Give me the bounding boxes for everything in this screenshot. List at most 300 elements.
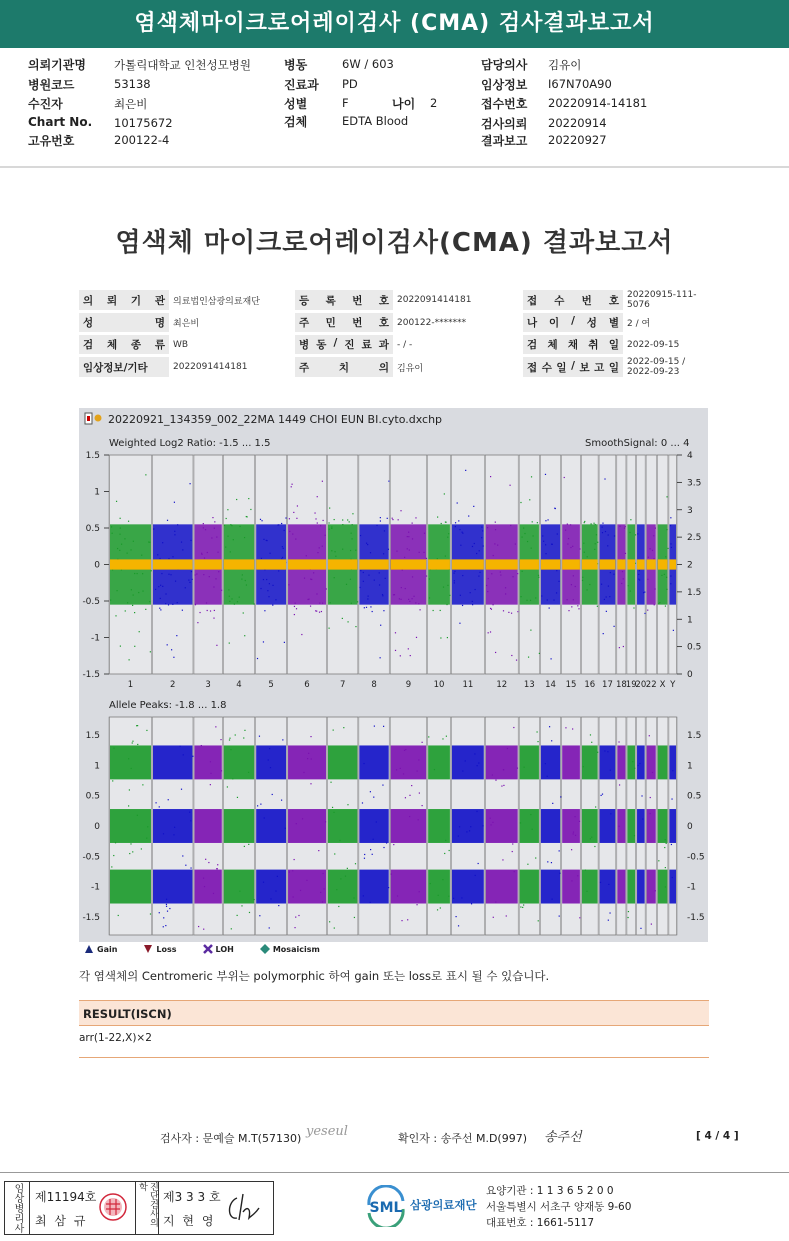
bottom-left-tick-label: -1.5 bbox=[82, 912, 100, 923]
scatter-point bbox=[490, 631, 491, 632]
scatter-point bbox=[134, 573, 135, 574]
scatter-point bbox=[447, 637, 448, 638]
scatter-point bbox=[409, 601, 410, 602]
scatter-point bbox=[296, 518, 297, 519]
left-tick-label: 1.5 bbox=[85, 451, 100, 461]
bottom-right-tick-label: 0 bbox=[687, 822, 693, 832]
scatter-point bbox=[460, 545, 461, 546]
scatter-point bbox=[203, 574, 204, 575]
scatter-point bbox=[203, 929, 204, 930]
scatter-point bbox=[627, 917, 628, 918]
scatter-point bbox=[478, 576, 479, 577]
allele-band bbox=[637, 809, 645, 843]
scatter-point bbox=[264, 817, 265, 818]
scatter-point bbox=[294, 859, 295, 860]
scatter-point bbox=[229, 738, 230, 739]
scatter-point bbox=[579, 917, 580, 918]
confirmer: 확인자 : 송주선 M.D(997) bbox=[398, 1132, 527, 1145]
scatter-point bbox=[670, 525, 671, 526]
scatter-point bbox=[557, 533, 558, 534]
allele-band bbox=[627, 809, 635, 843]
scatter-point bbox=[523, 904, 524, 905]
scatter-point bbox=[189, 483, 190, 484]
scatter-point bbox=[613, 574, 614, 575]
scatter-point bbox=[666, 529, 667, 530]
scatter-point bbox=[556, 592, 557, 593]
scatter-point bbox=[621, 583, 622, 584]
scatter-point bbox=[405, 749, 406, 750]
scatter-point bbox=[282, 739, 283, 740]
bottom-right-tick-label: -1 bbox=[687, 882, 696, 893]
scatter-point bbox=[317, 522, 318, 523]
scatter-point bbox=[399, 598, 400, 599]
scatter-point bbox=[246, 516, 247, 517]
age-value: 2 bbox=[430, 96, 438, 110]
scatter-point bbox=[455, 522, 456, 523]
scatter-point bbox=[333, 729, 334, 730]
scatter-point bbox=[422, 805, 423, 806]
scatter-point bbox=[595, 524, 596, 525]
scatter-point bbox=[545, 544, 546, 545]
scatter-point bbox=[521, 536, 522, 537]
scatter-point bbox=[494, 543, 495, 544]
allele-band bbox=[600, 745, 616, 779]
scatter-point bbox=[594, 846, 595, 847]
info-row bbox=[79, 357, 711, 377]
scatter-point bbox=[410, 655, 411, 656]
scatter-point bbox=[257, 805, 258, 806]
scatter-point bbox=[551, 740, 552, 741]
scatter-point bbox=[545, 763, 546, 764]
info-value: WB bbox=[173, 339, 189, 350]
scatter-point bbox=[260, 804, 261, 805]
scatter-point bbox=[313, 572, 314, 573]
scatter-point bbox=[442, 738, 443, 739]
scatter-point bbox=[400, 768, 401, 769]
plot-legend bbox=[84, 944, 320, 954]
smooth-signal bbox=[658, 559, 668, 569]
scatter-point bbox=[263, 882, 264, 883]
scatter-point bbox=[249, 912, 250, 913]
report-label: 결과보고 bbox=[481, 134, 528, 148]
scatter-point bbox=[355, 626, 356, 627]
scatter-point bbox=[350, 579, 351, 580]
scatter-point bbox=[507, 748, 508, 749]
scatter-point bbox=[349, 521, 350, 522]
smooth-signal bbox=[541, 559, 560, 569]
scatter-point bbox=[520, 596, 521, 597]
scatter-point bbox=[325, 821, 326, 822]
scatter-point bbox=[146, 838, 147, 839]
scatter-point bbox=[319, 547, 320, 548]
scatter-point bbox=[129, 853, 130, 854]
scatter-point bbox=[666, 577, 667, 578]
scatter-point bbox=[513, 727, 514, 728]
scatter-point bbox=[445, 555, 446, 556]
scatter-point bbox=[623, 578, 624, 579]
doctor-label: 담당의사 bbox=[481, 58, 528, 72]
scatter-point bbox=[585, 870, 586, 871]
left-tag: 임상병리사 bbox=[5, 1182, 30, 1234]
scatter-point bbox=[340, 878, 341, 879]
scatter-point bbox=[437, 909, 438, 910]
scatter-point bbox=[570, 524, 571, 525]
scatter-point bbox=[650, 797, 651, 798]
scatter-point bbox=[323, 888, 324, 889]
scatter-point bbox=[117, 548, 118, 549]
info-value: 의료법인삼광의료재단 bbox=[173, 296, 260, 307]
address: 서울특별시 서초구 양재동 9-60 bbox=[486, 1201, 632, 1213]
scatter-point bbox=[201, 745, 202, 746]
scatter-point bbox=[196, 573, 197, 574]
scatter-point bbox=[409, 795, 410, 796]
report-value: 20220927 bbox=[548, 133, 607, 147]
allele-band bbox=[224, 809, 254, 843]
scatter-point bbox=[185, 587, 186, 588]
scatter-point bbox=[214, 528, 215, 529]
scatter-point bbox=[516, 660, 517, 661]
scatter-point bbox=[491, 609, 492, 610]
right-tick-label: 1.5 bbox=[687, 587, 702, 598]
scatter-point bbox=[111, 526, 112, 527]
scatter-point bbox=[547, 861, 548, 862]
scatter-point bbox=[475, 875, 476, 876]
specimen-value: EDTA Blood bbox=[342, 114, 409, 128]
scatter-point bbox=[119, 550, 120, 551]
scatter-point bbox=[363, 572, 364, 573]
scatter-point bbox=[658, 603, 659, 604]
scatter-point bbox=[426, 558, 427, 559]
scatter-point bbox=[235, 734, 236, 735]
scatter-point bbox=[174, 502, 175, 503]
scatter-point bbox=[610, 572, 611, 573]
allele-band bbox=[647, 870, 656, 904]
scatter-point bbox=[320, 525, 321, 526]
scatter-point bbox=[138, 592, 139, 593]
scatter-point bbox=[666, 843, 667, 844]
allele-band bbox=[288, 809, 326, 843]
scatter-point bbox=[372, 854, 373, 855]
scatter-point bbox=[373, 839, 374, 840]
clinical-label: 임상정보 bbox=[481, 78, 528, 92]
scatter-point bbox=[638, 579, 639, 580]
scatter-point bbox=[318, 850, 319, 851]
scatter-point bbox=[284, 530, 285, 531]
phone: 대표번호 : 1661-5117 bbox=[486, 1217, 595, 1229]
scatter-point bbox=[408, 599, 409, 600]
scatter-point bbox=[307, 599, 308, 600]
scatter-point bbox=[214, 610, 215, 611]
scatter-point bbox=[320, 892, 321, 893]
info-value: 200122-******* bbox=[397, 317, 467, 328]
allele-band bbox=[194, 870, 221, 904]
scatter-point bbox=[437, 516, 438, 517]
scatter-point bbox=[584, 552, 585, 553]
scatter-point bbox=[473, 506, 474, 507]
info-row bbox=[79, 290, 711, 310]
scatter-point bbox=[300, 890, 301, 891]
info-key: 나 이 / 성 별 bbox=[523, 313, 623, 332]
scatter-point bbox=[142, 590, 143, 591]
chromosome-label: 11 bbox=[462, 680, 474, 690]
scatter-point bbox=[336, 889, 337, 890]
scatter-point bbox=[505, 593, 506, 594]
scatter-point bbox=[454, 573, 455, 574]
scatter-point bbox=[153, 528, 154, 529]
scatter-point bbox=[329, 507, 330, 508]
scatter-point bbox=[532, 829, 533, 830]
scatter-point bbox=[558, 581, 559, 582]
allele-band bbox=[637, 745, 645, 779]
scatter-point bbox=[604, 478, 605, 479]
scatter-point bbox=[181, 789, 182, 790]
scatter-point bbox=[644, 592, 645, 593]
scatter-point bbox=[458, 835, 459, 836]
scatter-point bbox=[630, 590, 631, 591]
top-right-label: SmoothSignal: 0 ... 4 bbox=[585, 438, 690, 449]
allele-band bbox=[224, 745, 254, 779]
scatter-point bbox=[364, 854, 365, 855]
right-tick-label: 3 bbox=[687, 505, 693, 516]
scatter-point bbox=[609, 596, 610, 597]
scatter-point bbox=[647, 579, 648, 580]
scatter-point bbox=[182, 855, 183, 856]
scatter-point bbox=[364, 858, 365, 859]
scatter-point bbox=[567, 599, 568, 600]
scatter-point bbox=[608, 884, 609, 885]
allele-band bbox=[658, 809, 668, 843]
scatter-point bbox=[129, 659, 130, 660]
scatter-point bbox=[441, 523, 442, 524]
scatter-point bbox=[270, 767, 271, 768]
allele-band bbox=[452, 809, 484, 843]
scatter-point bbox=[515, 543, 516, 544]
scatter-point bbox=[159, 912, 160, 913]
scatter-point bbox=[352, 524, 353, 525]
scatter-point bbox=[560, 796, 561, 797]
right-tick-label: 0 bbox=[687, 670, 693, 680]
allele-band bbox=[520, 870, 539, 904]
scatter-point bbox=[391, 874, 392, 875]
scatter-point bbox=[250, 509, 251, 510]
license-box bbox=[4, 1181, 274, 1235]
scatter-point bbox=[295, 917, 296, 918]
scatter-point bbox=[263, 641, 264, 642]
scatter-point bbox=[310, 736, 311, 737]
scatter-point bbox=[351, 533, 352, 534]
scatter-point bbox=[168, 574, 169, 575]
smooth-signal bbox=[391, 559, 426, 569]
brand-name: 삼광의료재단 bbox=[410, 1198, 477, 1212]
clinical-value: I67N70A90 bbox=[548, 77, 612, 91]
scatter-point bbox=[434, 769, 435, 770]
scatter-point bbox=[168, 558, 169, 559]
plot-file-title: 20220921_134359_002_22MA 1449 CHOI EUN BI.cyto.dxchp bbox=[108, 413, 443, 426]
institution-value: 가톨릭대학교 인천성모병원 bbox=[114, 58, 251, 72]
bottom-label: Allele Peaks: -1.8 ... 1.8 bbox=[109, 700, 227, 711]
scatter-point bbox=[346, 584, 347, 585]
allele-band bbox=[562, 870, 580, 904]
scatter-point bbox=[610, 770, 611, 771]
scatter-point bbox=[293, 896, 294, 897]
scatter-point bbox=[637, 533, 638, 534]
scatter-point bbox=[275, 890, 276, 891]
smooth-signal bbox=[194, 559, 221, 569]
allele-band bbox=[391, 809, 426, 843]
info-key: 임상정보/기타 bbox=[79, 357, 169, 377]
scatter-point bbox=[649, 548, 650, 549]
scatter-point bbox=[150, 651, 151, 652]
scatter-point bbox=[512, 843, 513, 844]
scatter-point bbox=[430, 883, 431, 884]
scatter-point bbox=[412, 576, 413, 577]
scatter-point bbox=[112, 533, 113, 534]
scatter-point bbox=[310, 783, 311, 784]
scatter-point bbox=[319, 612, 320, 613]
scatter-point bbox=[253, 603, 254, 604]
right-tick-label: 1 bbox=[687, 615, 693, 626]
scatter-point bbox=[116, 590, 117, 591]
scatter-point bbox=[331, 550, 332, 551]
scatter-point bbox=[552, 803, 553, 804]
scatter-point bbox=[282, 546, 283, 547]
scatter-point bbox=[357, 601, 358, 602]
scatter-point bbox=[175, 581, 176, 582]
scatter-point bbox=[652, 772, 653, 773]
scatter-point bbox=[374, 726, 375, 727]
scatter-point bbox=[575, 586, 576, 587]
allele-band bbox=[637, 870, 645, 904]
scatter-point bbox=[595, 543, 596, 544]
scatter-point bbox=[363, 895, 364, 896]
scatter-point bbox=[445, 521, 446, 522]
scatter-point bbox=[536, 731, 537, 732]
scatter-point bbox=[370, 849, 371, 850]
scatter-point bbox=[413, 596, 414, 597]
scatter-point bbox=[472, 601, 473, 602]
scatter-point bbox=[395, 650, 396, 651]
scatter-point bbox=[293, 512, 294, 513]
info-row bbox=[79, 313, 711, 332]
scatter-point bbox=[125, 610, 126, 611]
scatter-point bbox=[180, 746, 181, 747]
scatter-point bbox=[363, 763, 364, 764]
scatter-point bbox=[538, 920, 539, 921]
scatter-point bbox=[459, 529, 460, 530]
scatter-point bbox=[229, 642, 230, 643]
scatter-point bbox=[230, 749, 231, 750]
scatter-point bbox=[503, 785, 504, 786]
scatter-point bbox=[141, 848, 142, 849]
scatter-point bbox=[292, 870, 293, 871]
scatter-point bbox=[418, 603, 419, 604]
scatter-point bbox=[640, 928, 641, 929]
scatter-point bbox=[650, 813, 651, 814]
scatter-point bbox=[556, 570, 557, 571]
scatter-point bbox=[326, 588, 327, 589]
scatter-point bbox=[526, 600, 527, 601]
scatter-point bbox=[622, 571, 623, 572]
scatter-point bbox=[241, 578, 242, 579]
scatter-point bbox=[210, 610, 211, 611]
scatter-point bbox=[508, 612, 509, 613]
scatter-point bbox=[415, 602, 416, 603]
scatter-point bbox=[638, 765, 639, 766]
scatter-point bbox=[342, 618, 343, 619]
scatter-point bbox=[159, 806, 160, 807]
right-license-no: 제3 3 3 호 bbox=[163, 1190, 221, 1204]
centromere-note: 각 염색체의 Centromeric 부위는 polymorphic 하여 gain 또는 loss로 표시 될 수 있습니다. bbox=[79, 969, 550, 983]
scatter-point bbox=[455, 526, 456, 527]
scatter-point bbox=[295, 538, 296, 539]
scatter-point bbox=[277, 524, 278, 525]
chromosome-label: 1 bbox=[127, 680, 134, 690]
scatter-point bbox=[423, 552, 424, 553]
scatter-point bbox=[173, 657, 174, 658]
scatter-point bbox=[355, 863, 356, 864]
scatter-point bbox=[335, 556, 336, 557]
scatter-point bbox=[567, 543, 568, 544]
info-key: 주 치 의 bbox=[295, 357, 393, 377]
scatter-point bbox=[302, 818, 303, 819]
scatter-point bbox=[630, 519, 631, 520]
cma-plot-svg bbox=[79, 408, 708, 942]
scatter-point bbox=[495, 522, 496, 523]
scatter-point bbox=[586, 891, 587, 892]
scatter-point bbox=[157, 554, 158, 555]
scatter-point bbox=[444, 853, 445, 854]
scatter-point bbox=[671, 844, 672, 845]
scatter-point bbox=[151, 570, 152, 571]
scatter-point bbox=[182, 549, 183, 550]
scatter-point bbox=[537, 522, 538, 523]
info-key: 성 명 bbox=[79, 313, 169, 332]
smooth-signal bbox=[520, 559, 539, 569]
scatter-point bbox=[360, 570, 361, 571]
scatter-point bbox=[644, 613, 645, 614]
scatter-point bbox=[547, 519, 548, 520]
allele-band bbox=[541, 870, 560, 904]
scatter-point bbox=[493, 555, 494, 556]
bottom-left-tick-label: 0 bbox=[94, 822, 100, 832]
scatter-point bbox=[370, 606, 371, 607]
scatter-point bbox=[542, 535, 543, 536]
scatter-point bbox=[231, 598, 232, 599]
scatter-point bbox=[264, 610, 265, 611]
scatter-point bbox=[316, 593, 317, 594]
scatter-point bbox=[624, 527, 625, 528]
scatter-point bbox=[248, 772, 249, 773]
scatter-point bbox=[469, 830, 470, 831]
scatter-point bbox=[246, 584, 247, 585]
scatter-point bbox=[387, 518, 388, 519]
scatter-point bbox=[128, 521, 129, 522]
scatter-point bbox=[204, 886, 205, 887]
scatter-point bbox=[322, 603, 323, 604]
scatter-point bbox=[393, 844, 394, 845]
scatter-point bbox=[673, 630, 674, 631]
scatter-point bbox=[578, 608, 579, 609]
scatter-point bbox=[392, 518, 393, 519]
scatter-point bbox=[291, 484, 292, 485]
scatter-point bbox=[634, 835, 635, 836]
allele-band bbox=[582, 745, 598, 779]
scatter-point bbox=[259, 915, 260, 916]
scatter-point bbox=[281, 558, 282, 559]
allele-band bbox=[582, 870, 598, 904]
scatter-point bbox=[604, 750, 605, 751]
scatter-point bbox=[549, 607, 550, 608]
